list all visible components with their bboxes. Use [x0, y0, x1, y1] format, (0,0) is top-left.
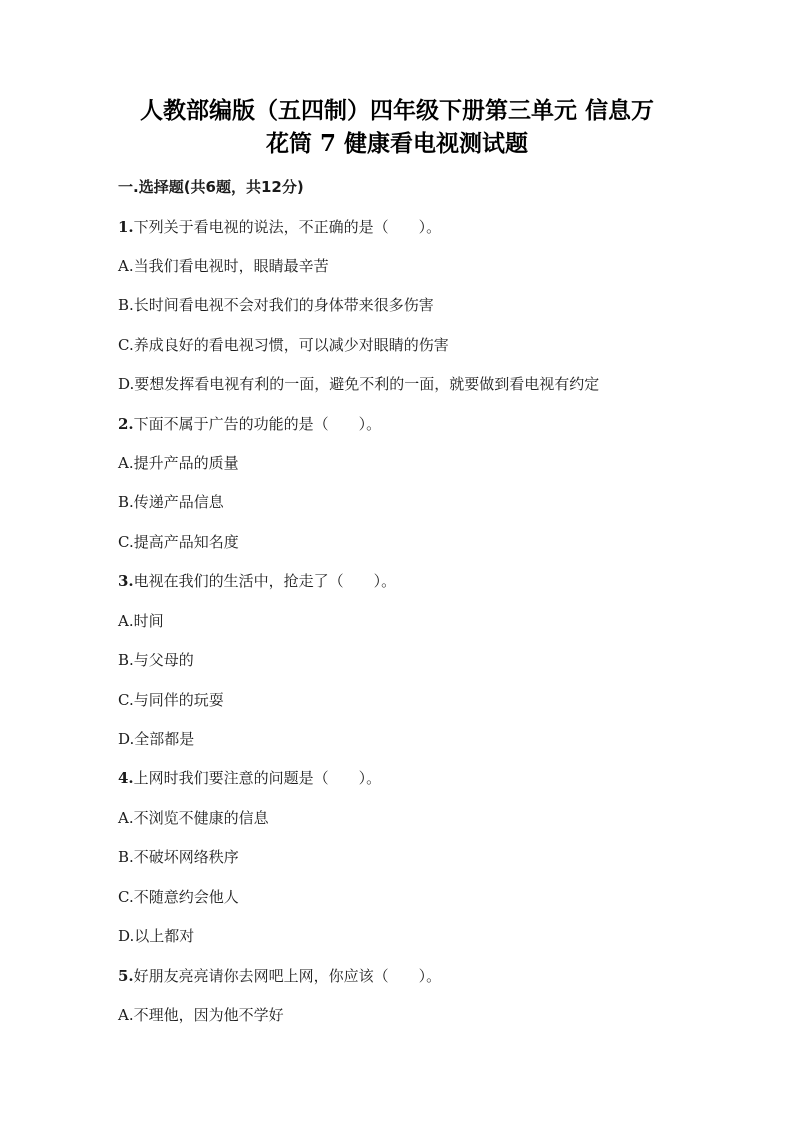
- question-4-option-b: B.不破坏网络秩序: [118, 848, 239, 866]
- question-text: 下面不属于广告的功能的是（ ）。: [133, 415, 382, 433]
- question-1: [118, 217, 441, 237]
- section-heading: 一.选择题(共6题，共12分): [118, 178, 304, 196]
- question-5: [118, 966, 441, 986]
- question-1-option-c: C.养成良好的看电视习惯，可以减少对眼睛的伤害: [118, 336, 449, 354]
- question-4-option-d: D.以上都对: [118, 927, 195, 945]
- question-4: [118, 768, 381, 788]
- question-3-option-b: B.与父母的: [118, 651, 194, 669]
- question-4-option-c: C.不随意约会他人: [118, 888, 239, 906]
- question-5-option-a: A.不理他，因为他不学好: [118, 1006, 284, 1024]
- question-number: 4.: [118, 769, 134, 787]
- question-number: 3.: [118, 572, 134, 590]
- question-text: 下列关于看电视的说法，不正确的是（ ）。: [133, 218, 442, 236]
- question-number: 5.: [118, 967, 134, 985]
- question-text: 上网时我们要注意的问题是（ ）。: [133, 769, 382, 787]
- question-text: 电视在我们的生活中，抢走了（ ）。: [133, 572, 397, 590]
- document-title-line-2: 花筒 7 健康看电视测试题: [265, 130, 529, 157]
- question-4-option-a: A.不浏览不健康的信息: [118, 809, 269, 827]
- question-text: 好朋友亮亮请你去网吧上网，你应该（ ）。: [133, 967, 442, 985]
- question-number: 2.: [118, 415, 134, 433]
- question-2-option-b: B.传递产品信息: [118, 493, 224, 511]
- question-3-option-c: C.与同伴的玩耍: [118, 691, 224, 709]
- question-2: [118, 414, 381, 434]
- question-1-option-b: B.长时间看电视不会对我们的身体带来很多伤害: [118, 296, 434, 314]
- question-2-option-a: A.提升产品的质量: [118, 454, 239, 472]
- question-number: 1.: [118, 218, 134, 236]
- question-1-option-d: D.要想发挥看电视有利的一面，避免不利的一面，就要做到看电视有约定: [118, 375, 600, 393]
- question-3: [118, 571, 396, 591]
- question-3-option-a: A.时间: [118, 612, 164, 630]
- question-3-option-d: D.全部都是: [118, 730, 195, 748]
- document-title-line-1: 人教部编版（五四制）四年级下册第三单元 信息万: [139, 97, 654, 124]
- question-1-option-a: A.当我们看电视时，眼睛最辛苦: [118, 257, 329, 275]
- question-2-option-c: C.提高产品知名度: [118, 533, 239, 551]
